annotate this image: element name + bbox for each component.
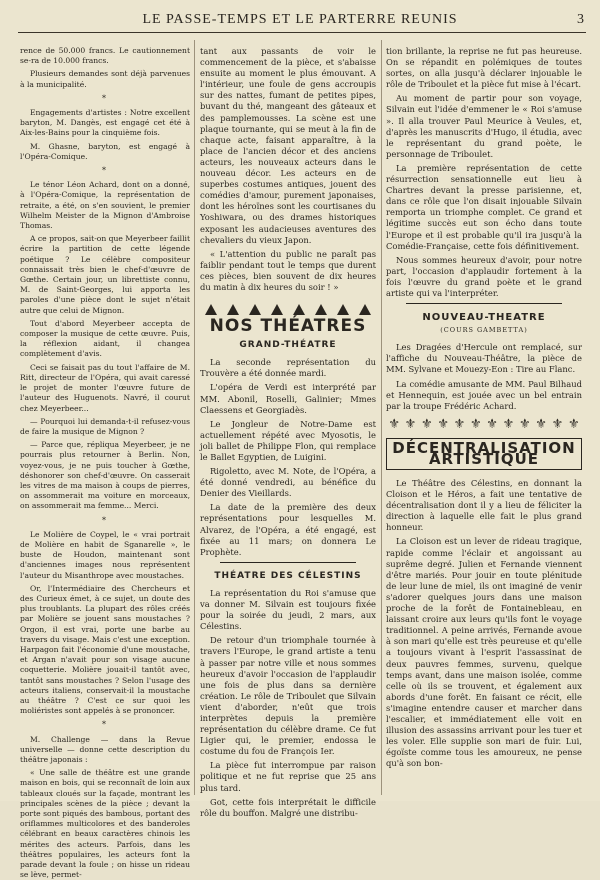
paragraph: La Cloison est un lever de rideau tragique, rapide comme l'éclair et angoissant au suprême degré. Julien et Fernande viennent d'être mariés. Pour jouir en toute plénitude de leur lune de miel, ils ont imaginé de venir s'adorer quelques jours dans une maison proche de la forêt de Fontainebleau, en laissant croire aux leurs qu'ils font le voyage traditionnel. A peine arrivés, Fernande avoue à son mari qu'elle est très peureuse et qu'elle a toujours vivant à l'esprit l'assassinat de deux pauvres femmes, survenu, quelque temps avant, dans une maison isolée, comme celle où ils se trouvent, et également aux abords d'une forêt. En faisant ce récit, elle s'imagine entendre causer et marcher dans l'escalier, et immédiatement elle voit en illusion des assassins arrivant pour les tuer et les voler. Elle supplie son mari de fuir. Lui, égoïste comme tous les amoureux, ne pense qu'à son bon-	[386, 536, 582, 769]
paragraph: Au moment de partir pour son voyage, Silvain eut l'idée d'emmener le « Roi s'amuse ». Il alla trouver Paul Meurice à Veules, et, d'après les manuscrits d'Hugo, il étudia, avec le représentant du grand poète, le personnage de Triboulet.	[386, 93, 582, 159]
column-divider	[194, 40, 195, 795]
ornament-icon	[271, 304, 283, 315]
ornament-icon	[293, 304, 305, 315]
separator: *	[102, 515, 108, 525]
paragraph: La pièce fut interrompue par raison politique et ne fut reprise que 25 ans plus tard.	[200, 760, 376, 793]
ornament-icon	[205, 304, 217, 315]
paragraph: La date de la première des deux représentations pour lesquelles M. Alvarez, de l'Opéra, a été engagé, est fixée au 11 mars; on donnera Le Prophète.	[200, 502, 376, 557]
paragraph: M. Ghasne, baryton, est engagé à l'Opéra-Comique.	[20, 141, 190, 161]
fleur-icon: ⚜	[567, 416, 580, 432]
ornament-row	[200, 299, 376, 315]
paragraph: tion brillante, la reprise ne fut pas heureuse. On se répandit en polémiques de toutes sortes, on alla jusqu'à déclarer injouable le rôle de Triboulet et la pièce fut mise à l'écart.	[386, 46, 582, 90]
ornament-icon	[227, 304, 239, 315]
paragraph: — Parce que, répliqua Meyerbeer, je ne pourrais plus retourner à Berlin. Non, voyez-vous, je ne puis toucher à Gœthe, déshonorer son chef-d'œuvre. On casserait les vitres de ma maison à coups de pierres, on assommerait ma voiture en morceaux, on assommerait ma femme... Merci.	[20, 440, 190, 511]
column-3	[386, 46, 582, 791]
paragraph: Or, l'Intermédiaire des Chercheurs et des Curieux émet, à ce sujet, un doute des plus troublants. La plupart des rôles créés par Molière se jouent sans moustaches ? Orgon, il est vrai, porte une barbe au travers du visage. Mais c'est une exception. Harpagon fait l'économie d'une moustache, et Argan n'avait pour son visage aucune coquetterie. Molière jouait-il tantôt avec, tantôt sans moustaches ? Selon l'usage des acteurs italiens, conservait-il la moustache au théâtre ? C'est ce sur quoi les moliéristes sont appelés à se prononcer.	[20, 583, 190, 716]
section-title-nos-theatres: NOS THÉATRES	[209, 316, 367, 337]
heading-grand-theatre: GRAND-THÉATRE	[239, 340, 337, 351]
fleur-icon: ⚜	[453, 416, 466, 432]
paragraph: Le Théâtre des Célestins, en donnant la Cloison et le Héros, a fait une tentative de décentralisation dont il y a lieu de féliciter la direction à laquelle elle fait le plus grand honneur.	[386, 478, 582, 533]
paragraph: « L'attention du public ne paraît pas faiblir pendant tout le temps que durent ces pièces, bien souvent de dix heures du matin à dix heures du soir ! »	[200, 248, 376, 292]
paragraph: La représentation du Roi s'amuse que va donner M. Silvain est toujours fixée pour la soirée du jeudi, 2 mars, aux Célestins.	[200, 587, 376, 632]
paragraph: tant aux passants de voir le commencement de la pièce, et s'abaisse ensuite au moment le plus émouvant. A l'intérieur, une foule de gens accroupis sur des nattes, fumant de petites pipes, buvant du thé, mangeant des gâteaux et des pamplemousses. La scène est une plaque tournante, qui se meut à la fin de chaque acte, faisant apparaître, à la place de l'ancien décor et des anciens acteurs, les nouveaux acteurs dans le nouveau décor. Les acteurs en de superbes costumes antiques, jouent des comédies d'amour, purement japonaises, dont les héroïnes sont les courtisanes du Yoshiwara, ou des drames historiques exposant les audacieuses aventures des chevaliers du vieux Japon.	[200, 46, 376, 245]
section-title-decentralisation: DÉCENTRALISATION ARTISTIQUE	[386, 438, 582, 470]
fleur-icon: ⚜	[502, 416, 515, 432]
column-divider	[381, 40, 382, 795]
paragraph: Ceci se faisait pas du tout l'affaire de M. Ritt, directeur de l'Opéra, qui avait caressé le projet de monter l'œuvre future de l'auteur des Huguenots. Navré, il courut chez Meyerbeer...	[20, 362, 190, 413]
separator: *	[102, 720, 108, 730]
paragraph: Tout d'abord Meyerbeer accepta de composer la musique de cette œuvre. Puis, la réflexion aidant, il changea complètement d'avis.	[20, 318, 190, 359]
fleur-icon: ⚜	[437, 416, 449, 432]
fleur-icon: ⚜	[469, 416, 482, 432]
paragraph: Nous sommes heureux d'avoir, pour notre part, l'occasion d'applaudir fortement à la fois l'œuvre du grand poète et le grand artiste qui va l'interpréter.	[386, 254, 582, 298]
divider	[220, 562, 356, 563]
paragraph: Plusieurs demandes sont déjà parvenues à la municipalité.	[20, 69, 190, 89]
fleur-icon: ⚜	[551, 416, 564, 432]
paragraph: rence de 50.000 francs. Le cautionnement se-ra de 10.000 francs.	[20, 46, 190, 66]
page-number: 3	[577, 12, 584, 27]
ornament-icon	[315, 304, 327, 315]
running-head: LE PASSE-TEMPS ET LE PARTERRE REUNIS	[142, 12, 458, 27]
paragraph: La comédie amusante de MM. Paul Bilhaud et Hennequin, est jouée avec un bel entrain par la troupe Frédéric Achard.	[386, 378, 582, 411]
fleur-icon: ⚜	[518, 416, 531, 432]
separator: *	[102, 166, 108, 176]
ornament-row	[386, 418, 582, 432]
ornament-icon	[337, 304, 349, 315]
heading-subtitle: (COURS GAMBETTA)	[440, 326, 528, 335]
column-1	[20, 46, 190, 880]
paragraph: Got, cette fois interprétait le difficile rôle du bouffon. Malgré une distribu-	[200, 796, 376, 818]
paragraph: M. Challenge — dans la Revue universelle — donne cette description du théâtre japonais :	[20, 734, 190, 764]
paragraph: « Une salle de théâtre est une grande maison en bois, qui se reconnaît de loin aux tableaux cloués sur la façade, montrant les principales scènes de la pièce ; devant la porte sont piqués des bambous, portant des oriflammes multicolores et des banderoles célébrant en beaux caractères chinois les mérites des acteurs. Parfois, dans les théâtres populaires, les acteurs font la parade devant la foule ; on hisse un rideau se lève, permet-	[20, 768, 190, 880]
fleur-icon: ⚜	[486, 416, 498, 432]
ornament-icon	[359, 304, 371, 315]
paragraph: — Pourquoi lui demanda-t-il refusez-vous de faire la musique de Mignon ?	[20, 416, 190, 436]
column-2	[200, 46, 376, 818]
paragraph: Rigoletto, avec M. Note, de l'Opéra, a été donné vendredi, au bénéfice du Denier des Vieillards.	[200, 466, 376, 499]
fleur-icon: ⚜	[535, 416, 547, 432]
fleur-icon: ⚜	[404, 416, 417, 432]
paragraph: Le Molière de Coypel, le « vrai portrait de Molière en habit de Sganarelle », le buste de Houdon, maintenant sont d'anciennes images nous représentent l'auteur du Misanthrope avec moustaches.	[20, 529, 190, 580]
header-rule	[18, 32, 586, 33]
paragraph: Engagements d'artistes : Notre excellent baryton, M. Dangès, est engagé cet été à Aix-les-Bains pour la cinquième fois.	[20, 108, 190, 138]
fleur-icon: ⚜	[420, 416, 433, 432]
paragraph: L'opéra de Verdi est interprété par MM. Abonil, Roselli, Galinier; Mmes Claessens et Georgiadès.	[200, 382, 376, 415]
divider	[406, 303, 562, 304]
heading-nouveau-theatre: NOUVEAU-THEATRE	[422, 312, 546, 324]
paragraph: La seconde représentation du Trouvère a été donnée mardi.	[200, 357, 376, 379]
ornament-icon	[249, 304, 261, 315]
paragraph: La première représentation de cette résurrection sensationnelle eut lieu à Chartres devant la presse parisienne, et, dans ce rôle que l'on disait injouable Silvain remporta un triomphe complet. Ce grand et légitime succès eut son écho dans toute l'Europe et il est probable qu'il ira jusqu'à la Comédie-Française, cette fois définitivement.	[386, 162, 582, 251]
paragraph: A ce propos, sait-on que Meyerbeer faillit écrire la partition de cette légende poétique ? Le célèbre compositeur connaissait très bien le chef-d'œuvre de Gœthe. Certain jour, un librettiste connu, M. de Saint-Georges, lui apporta les paroles d'une pièce dont le sujet n'était autre que celui de Mignon.	[20, 234, 190, 315]
paragraph: De retour d'un triomphale tournée à travers l'Europe, le grand artiste a tenu à passer par notre ville et nous sommes heureux d'avoir l'occasion de l'applaudir une fois de plus dans sa dernière création. Le rôle de Triboulet que Silvain vient d'aborder, n'eût que trois interprètes depuis la première représentation du célèbre drame. Ce fut Ligier qui, le premier, endossa le costume du fou de François Ier.	[200, 635, 376, 757]
heading-celestins: THÉATRE DES CÉLESTINS	[214, 570, 362, 581]
fleur-icon: ⚜	[388, 416, 400, 432]
paragraph: Le Jongleur de Notre-Dame est actuellement répété avec Myosotis, le joli ballet de Philippe Flon, qui remplace le Ballet Egyptien, de Luigini.	[200, 418, 376, 462]
separator: *	[102, 93, 108, 103]
paragraph: Le ténor Léon Achard, dont on a donné, à l'Opéra-Comique, la représentation de retraite, a été, on s'en souvient, le premier Wilhelm Meister de la Mignon d'Ambroise Thomas.	[20, 180, 190, 231]
paragraph: Les Dragées d'Hercule ont remplacé, sur l'affiche du Nouveau-Théâtre, la pièce de MM. Sylvane et Mouezy-Eon : Tire au Flanc.	[386, 342, 582, 375]
